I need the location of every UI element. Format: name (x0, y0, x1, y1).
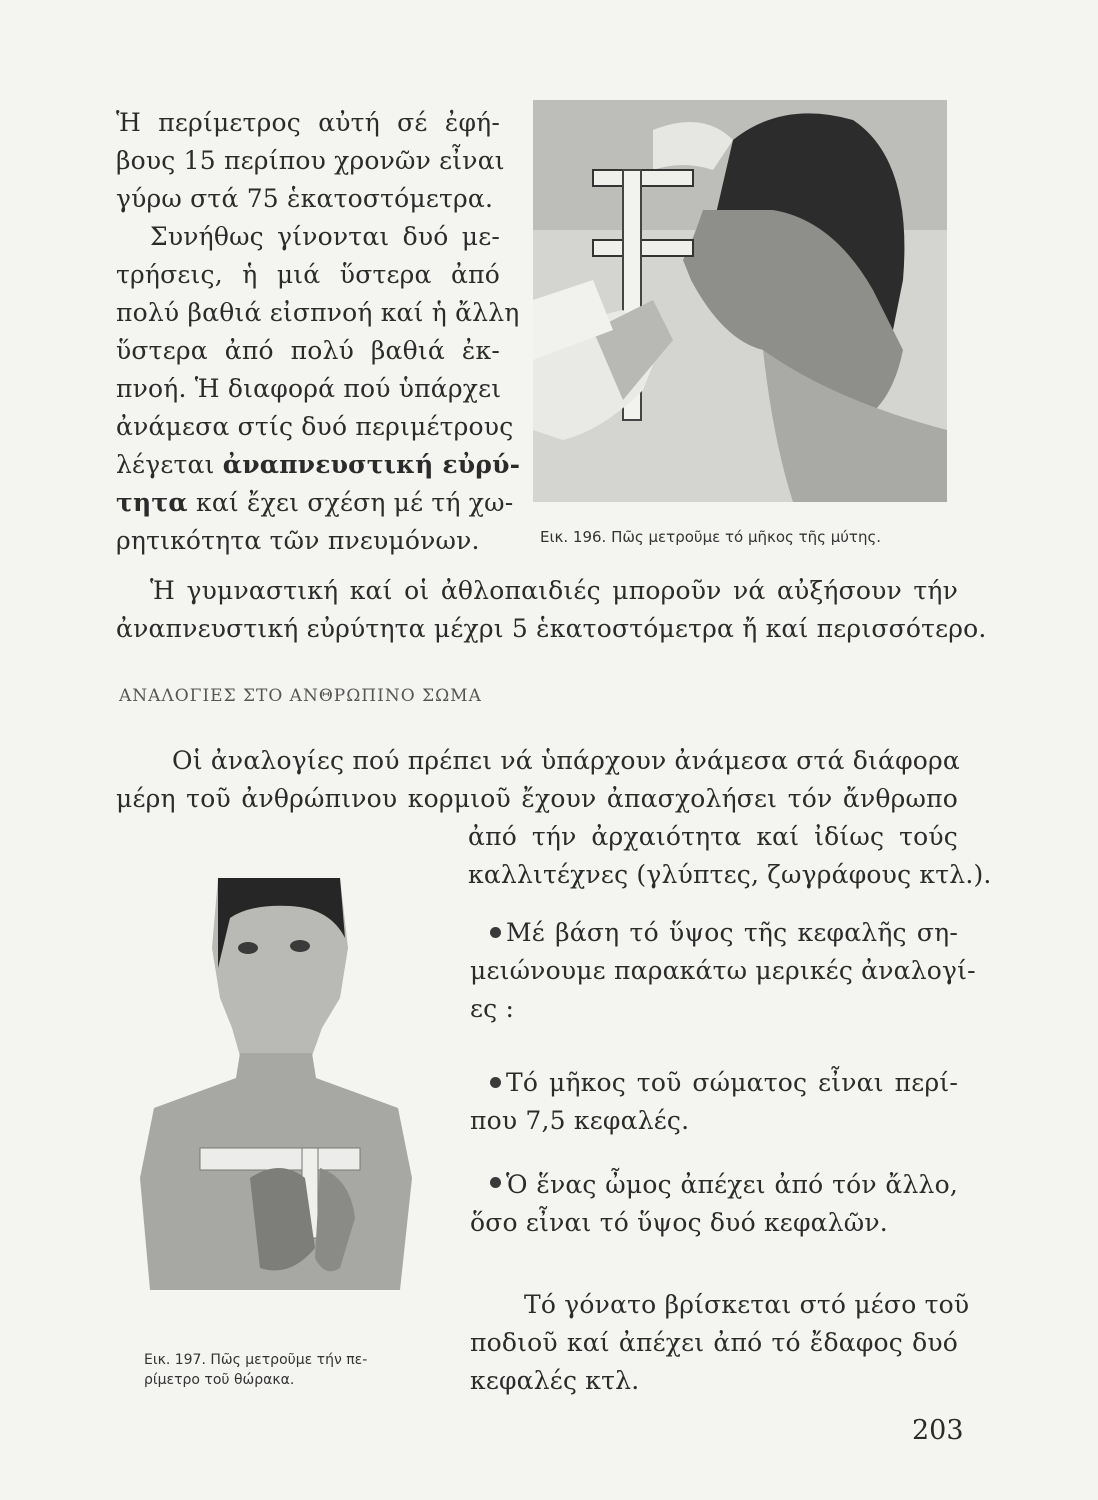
measurement-line: ὕστερα ἀπό πολύ βαθιά ἐκ- (116, 336, 500, 365)
bullet-line: Τό μῆκος τοῦ σώματος εἶναι περί- (506, 1068, 958, 1097)
bullet-line: ὅσο εἶναι τό ὕψος δυό κεφαλῶν. (470, 1208, 888, 1237)
figure-197-caption-line: Εικ. 197. Πῶς μετροῦμε τήν πε- (144, 1352, 368, 1368)
bullet-line: Μέ βάση τό ὕψος τῆς κεφαλῆς ση- (506, 918, 958, 947)
term-breathing-capacity: ἀναπνευστική εὐρύ- (222, 450, 521, 479)
bullet-line: ες : (470, 994, 515, 1023)
proportions-line: ἀπό τήν ἀρχαιότητα καί ἰδίως τούς (468, 822, 958, 851)
bullet-body-length (470, 1064, 958, 1140)
measurement-line: Συνήθως γίνονται δυό με- (150, 222, 500, 251)
measurement-line: πνοή. Ἡ διαφορά πού ὑπάρχει (116, 374, 502, 403)
gymnastics-line: Ἡ γυμναστική καί οἱ ἀθλοπαιδιές μποροῦν νά αὐξήσουν τήν (150, 576, 958, 605)
knee-line: Τό γόνατο βρίσκεται στό μέσο τοῦ (524, 1290, 970, 1319)
knee-line: κεφαλές κτλ. (470, 1366, 640, 1395)
bullet-shoulder-width (470, 1166, 958, 1242)
gymnastics-line: ἀναπνευστική εὐρύτητα μέχρι 5 ἑκατοστόμετρα ἤ καί περισσότερο. (116, 614, 987, 643)
intro-line: Ἡ περίμετρος αὐτή σέ ἐφή- (116, 108, 500, 137)
text-fragment: καί ἔχει σχέση μέ τή χω- (187, 488, 514, 517)
proportions-line: καλλιτέχνες (γλύπτες, ζωγράφους κτλ.). (468, 860, 992, 889)
page-number: 203 (912, 1415, 964, 1446)
bullet-line: Ὁ ἕνας ὦμος ἀπέχει ἀπό τόν ἄλλο, (506, 1170, 958, 1199)
measurement-line: ἀνάμεσα στίς δυό περιμέτρους (116, 412, 514, 441)
knee-line: ποδιοῦ καί ἀπέχει ἀπό τό ἔδαφος δυό (470, 1328, 958, 1357)
figure-196-caption: Εικ. 196. Πῶς μετροῦμε τό μῆκος τῆς μύτης. (540, 528, 882, 546)
section-heading: ΑΝΑΛΟΓΙΕΣ ΣΤΟ ΑΝΘΡΩΠΙΝΟ ΣΩΜΑ (119, 686, 482, 706)
proportions-paragraph (116, 742, 992, 894)
figure-197-caption (144, 1350, 367, 1390)
measurement-paragraph (116, 218, 521, 560)
figure-197-photo (140, 878, 412, 1290)
intro-paragraph (116, 104, 505, 218)
bullet-proportions-intro (470, 914, 976, 1028)
knee-paragraph (470, 1286, 970, 1400)
measurement-line: πολύ βαθιά εἰσπνοή καί ἡ ἄλλη (116, 298, 520, 327)
figure-196-photo (533, 100, 947, 502)
text-fragment: λέγεται (116, 450, 223, 479)
measurement-line: τρήσεις, ἡ μιά ὕστερα ἀπό (116, 260, 500, 289)
gymnastics-paragraph (116, 572, 987, 648)
intro-line: βους 15 περίπου χρονῶν εἶναι (116, 146, 505, 175)
measurement-line (116, 484, 514, 522)
chest-measurement-illustration (140, 878, 412, 1290)
nose-measurement-illustration (533, 100, 947, 502)
measurement-line: ρητικότητα τῶν πνευμόνων. (116, 526, 480, 555)
bullet-line: που 7,5 κεφαλές. (470, 1106, 690, 1135)
figure-197-caption-line: ρίμετρο τοῦ θώρακα. (144, 1372, 295, 1388)
intro-line: γύρω στά 75 ἑκατοστόμετρα. (116, 184, 494, 213)
measurement-line (116, 446, 521, 484)
proportions-line: μέρη τοῦ ἀνθρώπινου κορμιοῦ ἔχουν ἀπασχολήσει τόν ἄνθρωπο (116, 784, 958, 813)
proportions-line: Οἱ ἀναλογίες πού πρέπει νά ὑπάρχουν ἀνάμεσα στά διάφορα (172, 746, 961, 775)
term-breathing-capacity-end: τητα (116, 488, 188, 517)
bullet-line: μειώνουμε παρακάτω μερικές ἀναλογί- (470, 956, 976, 985)
